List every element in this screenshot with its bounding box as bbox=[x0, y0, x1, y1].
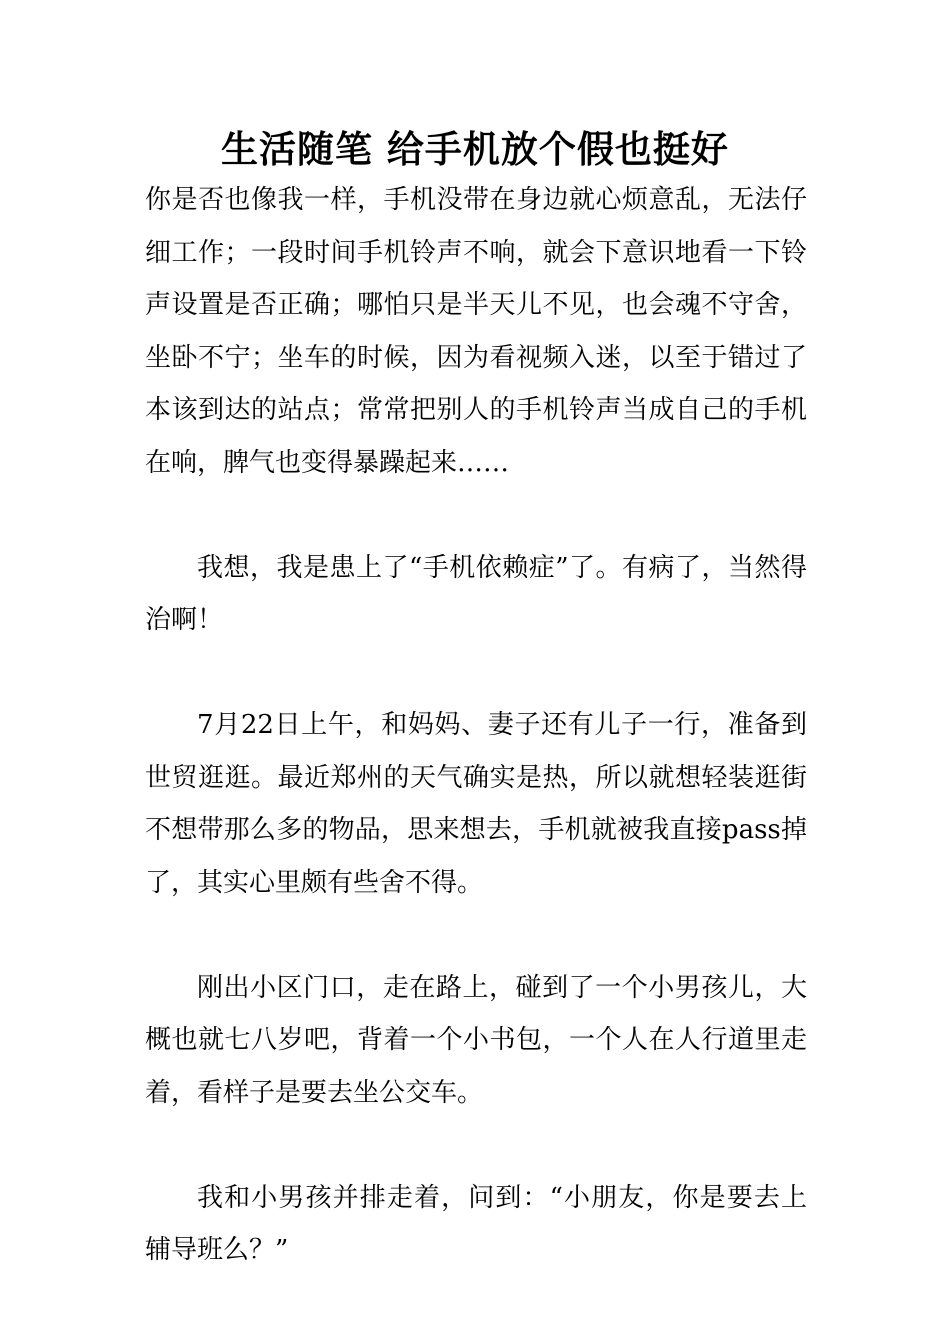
paragraph-5: 我和小男孩并排走着，问到：“小朋友，你是要去上辅导班么？” bbox=[145, 1182, 807, 1265]
article-body bbox=[145, 174, 807, 1277]
paragraph-2: 我想，我是患上了“手机依赖症”了。有病了，当然得治啊！ bbox=[145, 552, 807, 635]
paragraph-3: 7月22日上午，和妈妈、妻子还有儿子一行，准备到世贸逛逛。最近郑州的天气确实是热，所以就想轻装逛街不想带那么多的物品，思来想去，手机就被我直接pass掉了，其实心里颇有些舍不得。 bbox=[145, 710, 807, 898]
paragraph-spacer bbox=[145, 909, 807, 962]
paragraph-spacer bbox=[145, 489, 807, 542]
paragraph-1: 你是否也像我一样，手机没带在身边就心烦意乱，无法仔细工作；一段时间手机铃声不响，就会下意识地看一下铃声设置是否正确；哪怕只是半天儿不见，也会魂不守舍，坐卧不宁；坐车的时候，因为看视频入迷，以至于错过了本该到达的站点；常常把别人的手机铃声当成自己的手机在响，脾气也变得暴躁起来…… bbox=[145, 185, 807, 478]
page-title: 生活随笔 给手机放个假也挺好 bbox=[221, 128, 729, 171]
paragraph-spacer bbox=[145, 647, 807, 700]
paragraph-spacer bbox=[145, 1119, 807, 1172]
paragraph-4: 刚出小区门口，走在路上，碰到了一个小男孩儿，大概也就七八岁吧，背着一个小书包，一个人在人行道里走着，看样子是要去坐公交车。 bbox=[145, 972, 807, 1108]
